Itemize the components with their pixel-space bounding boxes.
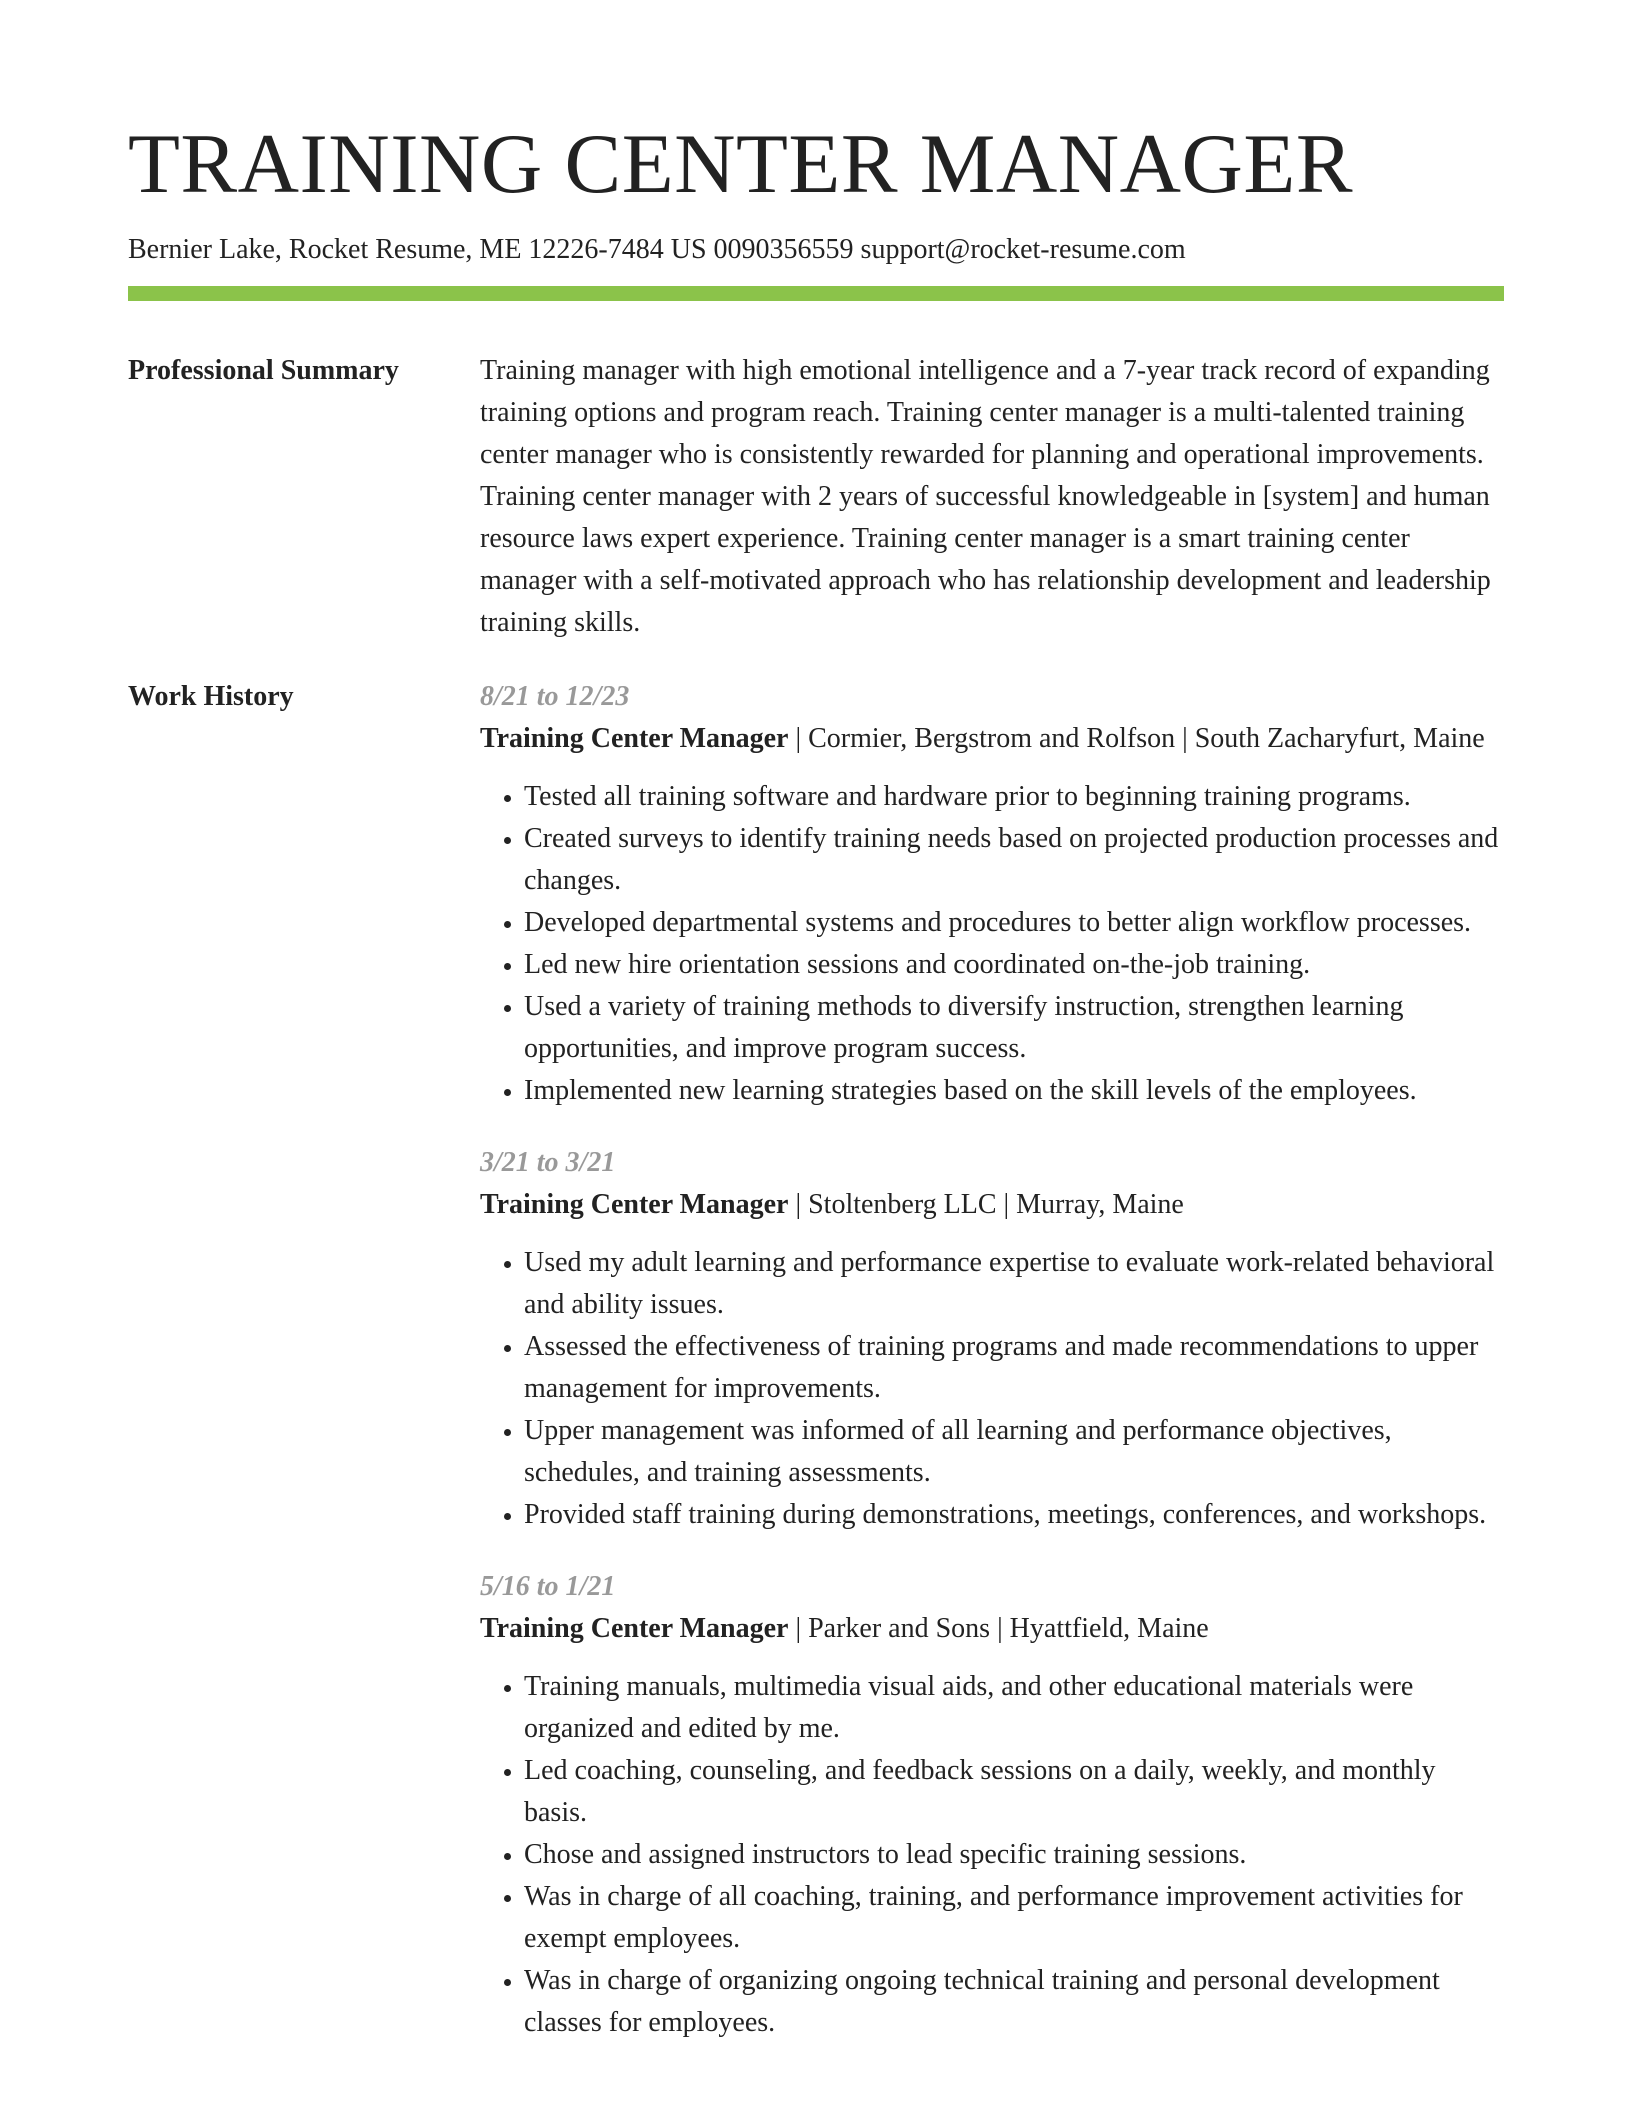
bullet-item: • Used a variety of training methods to diversify instruction, strengthen learning opportunities, and improve program success. [524, 986, 1504, 1070]
bullet-item: • Provided staff training during demonstrations, meetings, conferences, and workshops. [524, 1494, 1504, 1536]
job-details: | Stoltenberg LLC | Murray, Maine [788, 1189, 1184, 1220]
bullet-item: • Led coaching, counseling, and feedback sessions on a daily, weekly, and monthly basis. [524, 1750, 1504, 1834]
bullet-item: • Implemented new learning strategies based on the skill levels of the employees. [524, 1070, 1504, 1112]
bullet-item: • Led new hire orientation sessions and coordinated on-the-job training. [524, 944, 1504, 986]
job-heading [480, 1608, 1504, 1650]
accent-divider [128, 286, 1504, 301]
job-title: Training Center Manager [480, 1189, 789, 1220]
bullet-item: • Chose and assigned instructors to lead specific training sessions. [524, 1834, 1504, 1876]
resume-page [128, 0, 1504, 2112]
resume-title: TRAINING CENTER MANAGER [128, 117, 1354, 211]
bullet-item: • Used my adult learning and performance expertise to evaluate work-related behavioral and ability issues. [524, 1242, 1504, 1326]
job-entry [480, 1142, 1504, 1536]
job-heading [480, 718, 1504, 760]
job-entry [480, 676, 1504, 1112]
job-date: 8/21 to 12/23 [480, 681, 630, 712]
summary-body [480, 350, 1504, 644]
section-label-summary: Professional Summary [128, 355, 399, 386]
bullet-item: • Was in charge of all coaching, training, and performance improvement activities for exempt employees. [524, 1876, 1504, 1960]
job-details: | Parker and Sons | Hyattfield, Maine [788, 1613, 1209, 1644]
bullet-item: • Created surveys to identify training needs based on projected production processes and changes. [524, 818, 1504, 902]
work-history-body [480, 676, 1504, 2074]
job-title: Training Center Manager [480, 1613, 789, 1644]
bullet-item: • Developed departmental systems and procedures to better align workflow processes. [524, 902, 1504, 944]
job-heading [480, 1184, 1504, 1226]
job-bullets [480, 1242, 1504, 1536]
job-entry [480, 1566, 1504, 2044]
summary-text: Training manager with high emotional intelligence and a 7-year track record of expanding training options and program reach. Training center manager is a multi-talented training center manager who is consistently rewarded for planning and operational improvements. Training center manager with 2 years of successful knowledgeable in [system] and human resource laws expert experience. Training center manager is a smart training center manager with a self-motivated approach who has relationship development and leadership training skills. [480, 355, 1491, 638]
bullet-item: • Training manuals, multimedia visual aids, and other educational materials were organized and edited by me. [524, 1666, 1504, 1750]
bullet-item: • Assessed the effectiveness of training programs and made recommendations to upper management for improvements. [524, 1326, 1504, 1410]
job-details: | Cormier, Bergstrom and Rolfson | South Zacharyfurt, Maine [788, 723, 1485, 754]
job-bullets [480, 1666, 1504, 2044]
job-date: 3/21 to 3/21 [480, 1147, 616, 1178]
section-label-work-history: Work History [128, 681, 294, 712]
job-title: Training Center Manager [480, 723, 789, 754]
contact-line: Bernier Lake, Rocket Resume, ME 12226-7484 US 0090356559 support@rocket-resume.com [128, 234, 1186, 265]
bullet-item: • Tested all training software and hardware prior to beginning training programs. [524, 776, 1504, 818]
bullet-item: • Upper management was informed of all learning and performance objectives, schedules, and training assessments. [524, 1410, 1504, 1494]
job-bullets [480, 776, 1504, 1112]
bullet-item: • Was in charge of organizing ongoing technical training and personal development classes for employees. [524, 1960, 1504, 2044]
job-date: 5/16 to 1/21 [480, 1571, 616, 1602]
